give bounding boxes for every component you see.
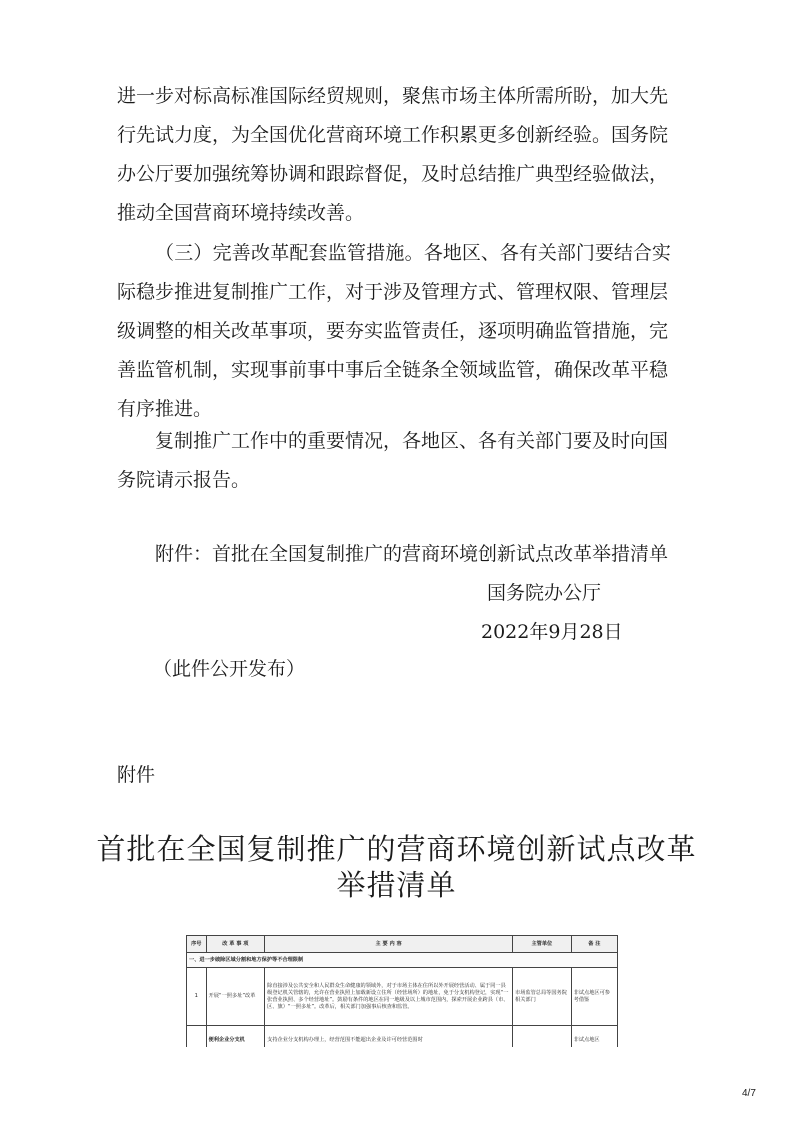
para3-line: 复制推广工作中的重要情况，各地区、各有关部门要及时向国 [155,430,669,452]
row-content: 除直接涉及公共安全和人民群众生命健康的领域外，对于市场主体在住所以外开展经营活动、属于同一县级登记机关管辖的，允许在营业执照上加载新设立住所（经营场所）的地址，免于分支机构登记，实现“一张营业执照、多个经营地址”。鼓励有条件的地区在同一地级及以上城市范围内，探索开展企业跨县（市、区、旗）“一照多址”。改革后，相关部门加强事后核查和监管。 [265,968,513,1026]
paragraph-2 [117,234,679,429]
para2-line: 有序推进。 [117,398,213,420]
header-item: 改 革 事 项 [206,936,265,953]
para1-line: 推动全国营商环境持续改善。 [117,202,365,224]
para3-line: 务院请示报告。 [117,469,251,491]
row-item: 开展“一照多址”改革 [206,968,265,1026]
para2-first-line [117,234,679,273]
paragraph-3 [117,422,679,500]
para1-line: 办公厅要加强统筹协调和跟踪督促，及时总结推广典型经验做法， [117,163,669,185]
table-row [187,1026,618,1048]
para2-heading: （三）完善改革配套监管措施。 [155,242,424,264]
para2-line: 善监管机制，实现事前事中事后全链条全领域监管，确保改革平稳 [117,359,669,381]
reform-table [186,935,618,1047]
header-content: 主 要 内 容 [265,936,513,953]
issuer: 国务院办公厅 [487,582,602,604]
para1-line: 行先试力度，为全国优化营商环境工作积累更多创新经验。国务院 [117,124,669,146]
annex-label: 附件 [117,764,156,786]
reform-table-container [186,935,618,1047]
header-no: 序号 [187,936,207,953]
para2-line: 际稳步推进复制推广工作，对于涉及管理方式、管理权限、管理层 [117,281,669,303]
row-note: 非试点地区 [571,1026,617,1048]
row-content: 支持企业分支机构办理上，经营范围不能超出企业及许可经营范围时 [265,1026,513,1048]
row-no [187,1026,207,1048]
paragraph-1 [117,77,679,233]
section-title: 一、进一步破除区域分割和地方保护等不合理限制 [187,953,618,968]
row-dept: 市场监管总局等国务院相关部门 [513,968,572,1026]
row-note: 非试点地区可参考借鉴 [571,968,617,1026]
header-dept: 主管单位 [513,936,572,953]
table-header-row [187,936,618,953]
row-item: 便利企业分支机 [206,1026,265,1048]
annex-title-line2: 举措清单 [336,868,457,902]
attachment-line: 附件：首批在全国复制推广的营商环境创新试点改革举措清单 [155,543,669,565]
table-row [187,968,618,1026]
annex-title-line1: 首批在全国复制推广的营商环境创新试点改革 [96,832,697,866]
para2-line1-rest: 各地区、各有关部门要结合实 [423,242,671,264]
row-dept [513,1026,572,1048]
para1-line: 进一步对标高标准国际经贸规则，聚焦市场主体所需所盼，加大先 [117,85,669,107]
header-note: 备 注 [571,936,617,953]
issue-date: 2022年9月28日 [481,621,623,643]
publication-note: （此件公开发布） [153,658,306,680]
row-no: 1 [187,968,207,1026]
page-number: 4/7 [742,1088,756,1099]
para2-line: 级调整的相关改革事项，要夯实监管责任，逐项明确监管措施，完 [117,320,669,342]
table-section-row [187,953,618,968]
